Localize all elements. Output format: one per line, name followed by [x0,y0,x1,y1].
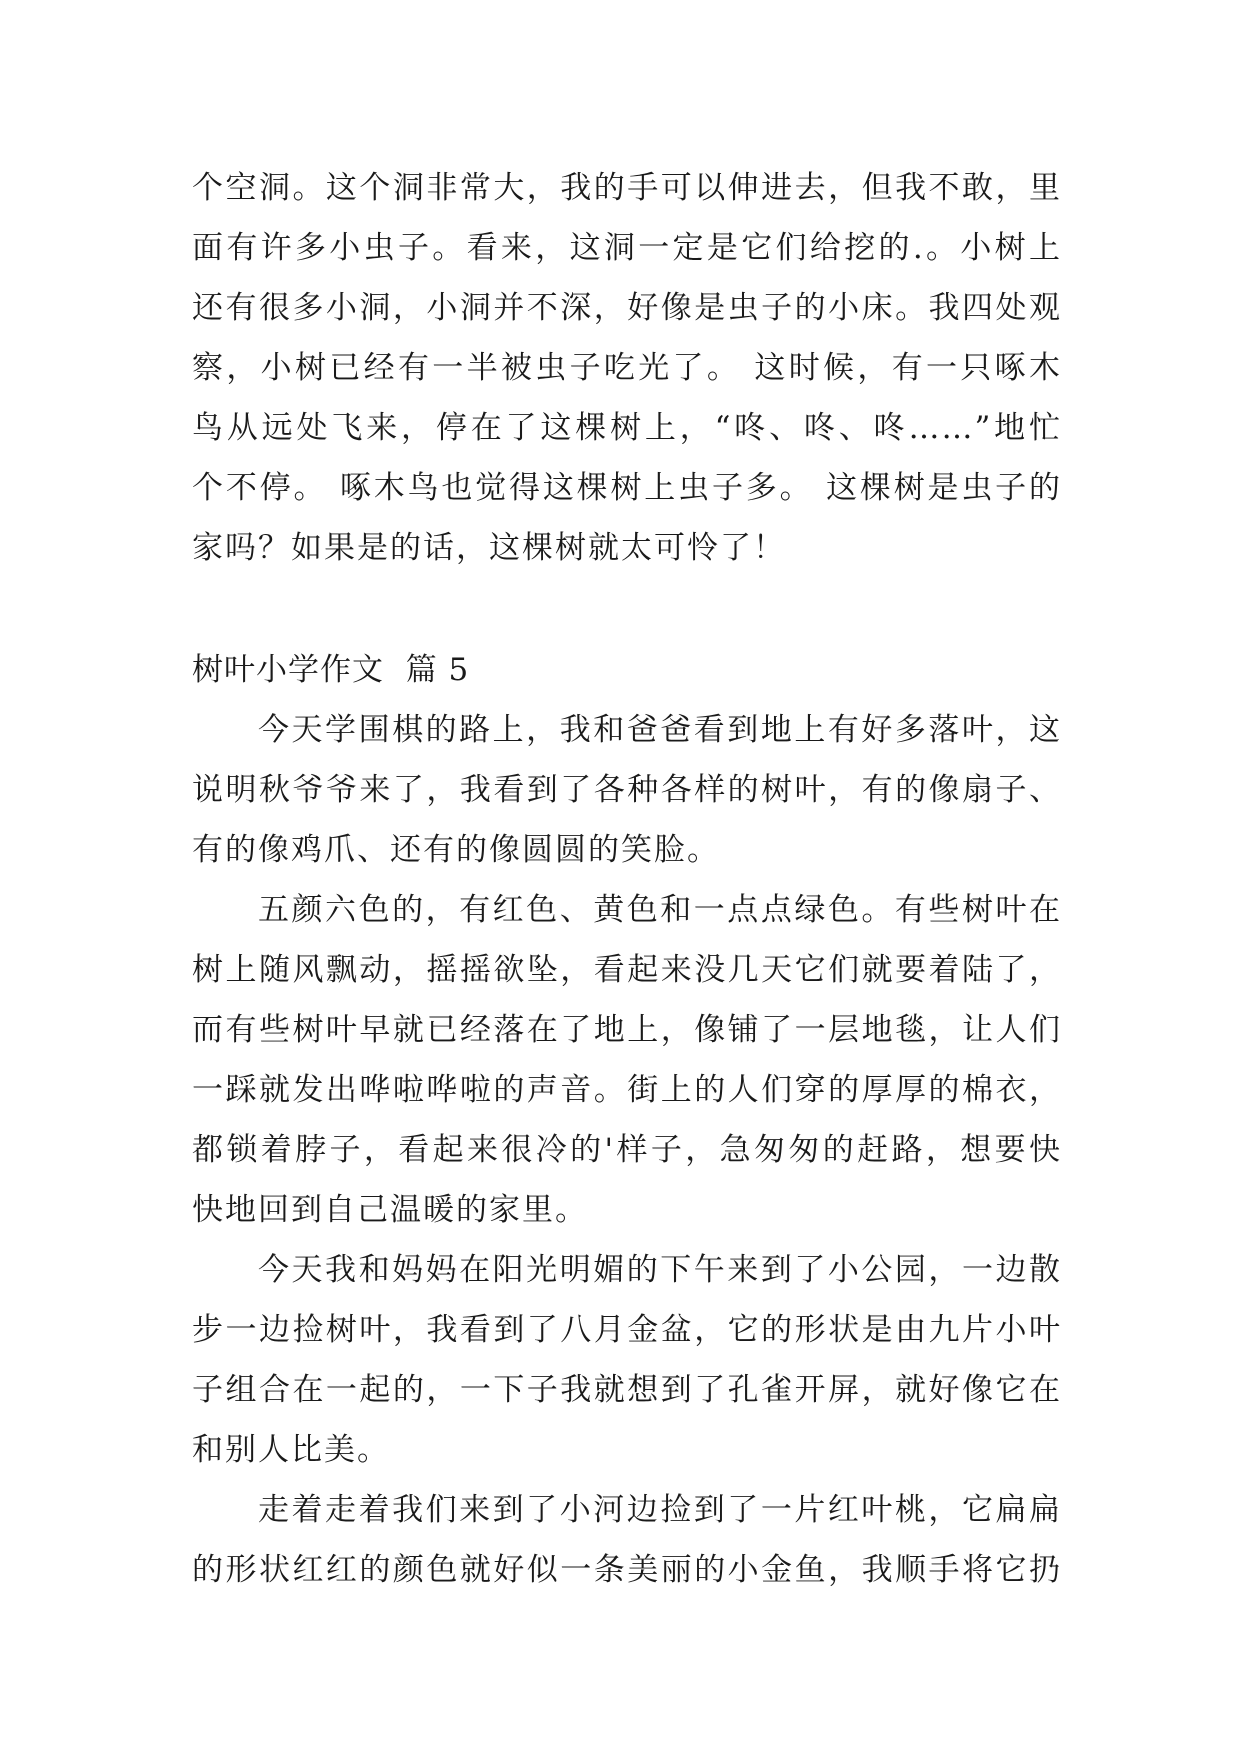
text-line: 今天学围棋的路上，我和爸爸看到地上有好多落叶，这 [258,712,1062,748]
text-line: 今天我和妈妈在阳光明媚的下午来到了小公园，一边散 [258,1252,1062,1288]
text-line: 鸟从远处飞来，停在了这棵树上，“咚、咚、咚……”地忙 [192,410,1062,446]
text-line: 步一边捡树叶，我看到了八月金盆，它的形状是由九片小叶 [192,1312,1062,1348]
text-line: 有的像鸡爪、还有的像圆圆的笑脸。 [192,832,720,868]
paragraph [192,1240,1062,1480]
section-heading: 树叶小学作文 篇 5 [192,652,470,688]
text-line: 面有许多小虫子。看来，这洞一定是它们给挖的.。小树上 [192,230,1062,266]
paragraph-continued [192,158,1062,578]
text-line: 一踩就发出哗啦哗啦的声音。街上的人们穿的厚厚的棉衣， [192,1072,1062,1108]
text-line: 的形状红红的颜色就好似一条美丽的小金鱼，我顺手将它扔 [192,1552,1062,1588]
paragraph [192,880,1062,1240]
section-spacer [192,578,1062,640]
text-line: 还有很多小洞，小洞并不深，好像是虫子的小床。我四处观 [192,290,1062,326]
paragraph [192,1480,1062,1600]
text-line: 个空洞。这个洞非常大，我的手可以伸进去，但我不敢，里 [192,170,1062,206]
text-line: 而有些树叶早就已经落在了地上，像铺了一层地毯，让人们 [192,1012,1062,1048]
text-line: 走着走着我们来到了小河边捡到了一片红叶桃，它扁扁 [258,1492,1062,1528]
text-line: 都锁着脖子，看起来很冷的'样子，急匆匆的赶路，想要快 [192,1132,1062,1168]
text-line: 快地回到自己温暖的家里。 [192,1192,588,1228]
text-line: 家吗？如果是的话，这棵树就太可怜了！ [192,530,786,566]
text-line: 子组合在一起的，一下子我就想到了孔雀开屏，就好像它在 [192,1372,1062,1408]
text-line: 五颜六色的，有红色、黄色和一点点绿色。有些树叶在 [258,892,1062,928]
text-line: 说明秋爷爷来了，我看到了各种各样的树叶，有的像扇子、 [192,772,1062,808]
text-line: 树上随风飘动，摇摇欲坠，看起来没几天它们就要着陆了， [192,952,1062,988]
text-line: 察，小树已经有一半被虫子吃光了。 这时候，有一只啄木 [192,350,1062,386]
document-body [192,158,1062,1600]
paragraph [192,700,1062,880]
text-line: 个不停。 啄木鸟也觉得这棵树上虫子多。 这棵树是虫子的 [192,470,1062,506]
text-line: 和别人比美。 [192,1432,390,1468]
